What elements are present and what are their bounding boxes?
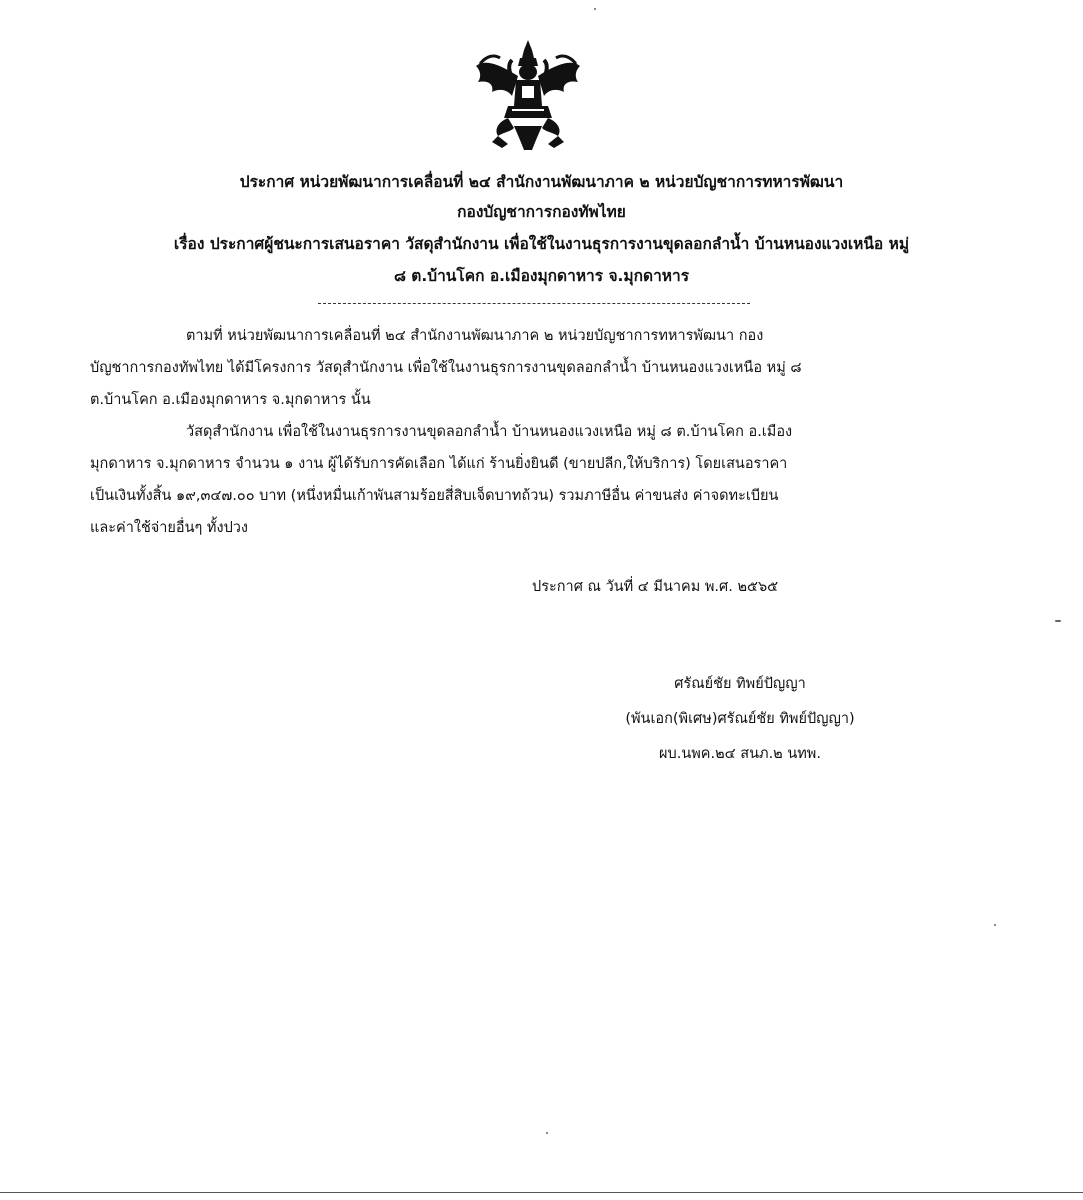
signature-name: ศรัณย์ชัย ทิพย์ปัญญา (674, 676, 806, 692)
paragraph-1-line-3: ต.บ้านโคก อ.เมืองมุกดาหาร จ.มุกดาหาร นั้น (90, 392, 371, 408)
scan-speck (994, 924, 996, 926)
page-bottom-rule (0, 1192, 1083, 1193)
paragraph-2-line-1: วัสดุสำนักงาน เพื่อใช้ในงานธุรการงานขุดลอกลำน้ำ บ้านหนองแวงเหนือ หมู่ ๘ ต.บ้านโคก อ.เมือง (186, 424, 793, 440)
signatory-full-name: (พันเอก(พิเศษ)ศรัณย์ชัย ทิพย์ปัญญา) (625, 711, 855, 727)
paragraph-2-line-3: เป็นเงินทั้งสิ้น ๑๙,๓๔๗.๐๐ บาท (หนึ่งหมื่นเก้าพันสามร้อยสี่สิบเจ็ดบาทถ้วน) รวมภาษีอื่น ค่าขนส่ง ค่าจดทะเบียน (90, 488, 779, 504)
paragraph-2-line-2: มุกดาหาร จ.มุกดาหาร จำนวน ๑ งาน ผู้ได้รับการคัดเลือก ได้แก่ ร้านยิ่งยินดี (ขายปลีก,ให้บริการ) โดยเสนอราคา (90, 456, 788, 472)
heading-divider (318, 303, 750, 304)
scan-speck (594, 8, 596, 10)
heading-line-2: กองบัญชาการกองทัพไทย (457, 203, 626, 221)
garuda-emblem-icon (468, 36, 588, 154)
scan-speck (546, 1132, 548, 1134)
signatory-position: ผบ.นพค.๒๔ สนภ.๒ นทพ. (659, 746, 821, 762)
scan-speck (1055, 620, 1061, 622)
paragraph-1-line-2: บัญชาการกองทัพไทย ได้มีโครงการ วัสดุสำนักงาน เพื่อใช้ในงานธุรการงานขุดลอกลำน้ำ บ้านหนองแวงเหนือ หมู่ ๘ (90, 360, 802, 376)
paragraph-1-line-1: ตามที่ หน่วยพัฒนาการเคลื่อนที่ ๒๔ สำนักงานพัฒนาภาค ๒ หน่วยบัญชาการทหารพัฒนา กอง (186, 328, 764, 344)
heading-line-1: ประกาศ หน่วยพัฒนาการเคลื่อนที่ ๒๔ สำนักงานพัฒนาภาค ๒ หน่วยบัญชาการทหารพัฒนา (239, 173, 844, 191)
paragraph-2-line-4: และค่าใช้จ่ายอื่นๆ ทั้งปวง (90, 520, 248, 536)
subject-line-2: ๘ ต.บ้านโคก อ.เมืองมุกดาหาร จ.มุกดาหาร (393, 267, 690, 285)
subject-line-1: เรื่อง ประกาศผู้ชนะการเสนอราคา วัสดุสำนักงาน เพื่อใช้ในงานธุรการงานขุดลอกลำน้ำ บ้านหนองแวงเหนือ หมู่ (173, 235, 910, 253)
announcement-date: ประกาศ ณ วันที่ ๔ มีนาคม พ.ศ. ๒๕๖๕ (532, 579, 779, 595)
